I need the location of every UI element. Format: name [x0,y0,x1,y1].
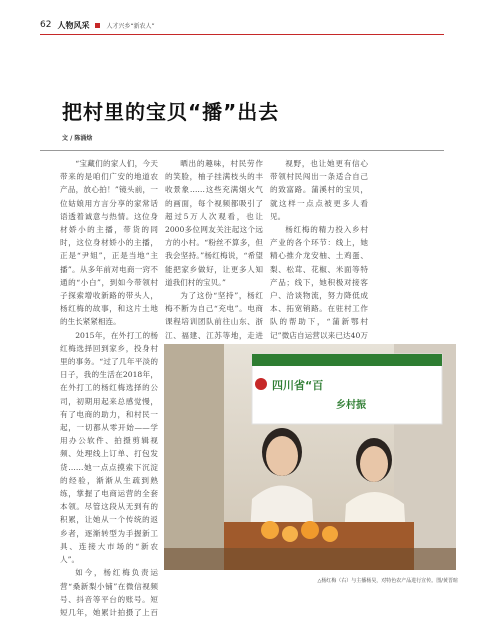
article-photo [164,344,456,570]
section-title: 人物风采 [57,20,90,30]
text-column-3 [270,157,368,345]
text-column-2 [165,157,263,345]
subsection-title: 人才兴乡“新农人” [106,22,155,30]
banner-text-2: 乡村振 [336,400,366,411]
article-title: 把村里的宝贝“播”出去 [62,100,280,124]
paragraph: 为了这份“坚持”，杨红梅不断为自己“充电”。电商课程培训团队前往山东、浙江、福建、江苏等地，走进 [165,291,263,340]
paragraph: 视野，也让她更有信心带领村民闯出一条适合自己的致富路。蒲溪村的宝贝，就这样一点点被更多人看见。 [270,159,368,221]
article-author: 文 / 陈涌焓 [62,135,93,142]
author-divider [40,150,444,151]
photo-caption: △杨红梅（右）与主播杨昊，对特色农产品进行宣传。图/黄晋暄 [317,578,458,584]
header-divider [40,34,444,35]
text-column-1 [60,157,158,617]
paragraph: 晒出的趣味，村民劳作的笑脸，柚子挂满枝头的丰收景象……这些充满烟火气的画面，每个视频都吸引了超过5万人次观看，也让2000多位网友关注起这个远方的小村。“粉丝不算多，但我会坚持。”杨红梅说，“希望能把家乡做好，让更多人知道我们村的宝贝。” [165,159,263,287]
page-number: 62 [40,20,52,30]
paragraph: 2015年，在外打工的杨红梅选择回到家乡，投身村里的事务。“过了几年平淡的日子，我的生活在2018年，在外打工的杨红梅选择的公司，初期用起来总感觉慢，有了电商的助力，和村民一起，一切都从零开始——学用办公软件、拍摄剪辑视频、处理线上订单、打包发货……她一点点摸索下沉淀的经验，渐渐从生疏到熟练，掌握了电商运营的全套本领。尽管这段从无到有的积累，让她从一个传统的返乡者，逐渐转型为手握新工具、连接大市场的“新农人”。 [60,330,158,565]
page-header [40,18,155,32]
paragraph: “宝藏们的家人们，今天带来的是咱们广安的地道农产品，放心拍！”镜头前，一位姑娘用方言分享的家常话语透着诚意与热情。这位身材娇小的主播，带货的同时，这位身材娇小的主播，正是“尹姐”，正是当地“主播”。从多年前对电商一窍不通的“小白”，到如今带领村子探索增收新路的带头人，杨红梅的故事，和这片土地的生长紧紧相连。 [60,159,158,327]
banner-text-1: 四川省“百 [272,379,324,392]
bullet-square-icon [95,23,100,28]
paragraph: 杨红梅的精力投入乡村产业的各个环节：线上，她精心推介龙安柚、土鸡蛋、梨、松茸、花椒、米面等特产品；线下，她积极对接客户、洽谈物流，努力降低成本、拓宽销路。在驻村工作队的帮助下，“蒲新鄂村记”微店自运营以来已达40万 [270,225,368,340]
paragraph: 如今，杨红梅负责运营“桑新梨小铺”在微信视频号、抖音等平台的账号。短短几年，她累计拍摄了上百 [60,568,158,617]
